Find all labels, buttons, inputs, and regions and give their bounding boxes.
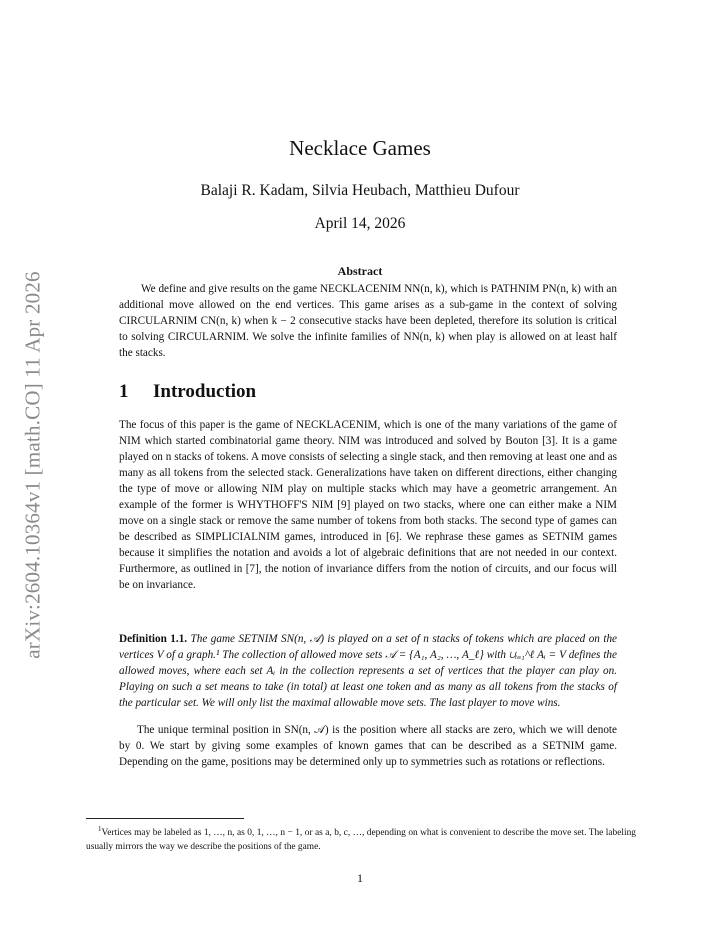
definition-block — [119, 631, 617, 711]
abstract-heading: Abstract — [337, 264, 383, 278]
paper-date: April 14, 2026 — [314, 215, 406, 232]
page-number: 1 — [357, 871, 363, 885]
footnote-rule — [86, 818, 244, 819]
footnote — [86, 822, 636, 854]
footnote-marker: 1 — [98, 825, 102, 833]
definition-text: The game SETNIM SN(n, 𝒜) is played on a set of n stacks of tokens which are placed on the vertices V of a graph.¹ The collection of allowed move sets 𝒜 = {A₁, A₂, …, A_ℓ} with ∪ᵢ₌₁^ℓ Aᵢ = V defines the allowed moves, where each set Aᵢ in the collection represents a set of vertices that the player can play on. Playing on such a set means to take (in total) at least one token and as many as all tokens from the stacks of the particular set. We will only list the maximal allowable move sets. The last player to move wins. — [119, 633, 618, 709]
intro-paragraph: The focus of this paper is the game of NECKLACENIM, which is one of the many variations of the game of NIM which started combinatorial game theory. NIM was introduced and solved by Bouton [3]. It is a game played on n stacks of tokens. A move consists of selecting a single stack, and then removing at least one and as many as all tokens from the selected stack. Generalizations have taken on different directions, either changing the type of move or allowing NIM play on multiple stacks which may have a geometric arrangement. An example of the former is WHYTHOFF'S NIM [9] played on two stacks, where one can either make a NIM move on a single stack or remove the same number of tokens from both stacks. The second type of games can be described as SIMPLICIALNIM games, introduced in [6]. We rephrase these games as SETNIM games because it simplifies the notation and avoids a lot of algebraic definitions that are not needed in our context. Furthermore, as outlined in [7], the notion of invariance differs from the notion of circuits, and our focus will be on invariance. — [119, 419, 617, 591]
body-paragraph-2: The unique terminal position in SN(n, 𝒜) is the position where all stacks are zero, which we will denote by 0. We start by giving some examples of known games that can be described as a SETNIM game. Depending on the game, positions may be determined only up to symmetries such as rotations or reflections. — [119, 724, 617, 768]
section-number: 1 — [119, 381, 129, 402]
section-title: Introduction — [153, 381, 257, 402]
paper-authors: Balaji R. Kadam, Silvia Heubach, Matthieu Dufour — [200, 182, 520, 199]
section-heading — [119, 381, 256, 403]
footnote-text: Vertices may be labeled as 1, …, n, as 0, 1, …, n − 1, or as a, b, c, …, depending on what is convenient to describe the move set. The labeling usually mirrors the way we describe the positions of the game. — [86, 828, 636, 853]
arxiv-identifier-stamp[interactable]: arXiv:2604.10364v1 [math.CO] 11 Apr 2026 — [20, 271, 45, 659]
paper-title: Necklace Games — [289, 136, 431, 160]
definition-label: Definition 1.1. — [119, 633, 188, 645]
abstract-body: We define and give results on the game NECKLACENIM NN(n, k), which is PATHNIM PN(n, k) with an additional move allowed on the end vertices. This game arises as a sub-game in the context of solving CIRCULARNIM CN(n, k) when k − 2 consecutive stacks have been depleted, therefore its solution is critical to solving CIRCULARNIM. We solve the infinite families of NN(n, k) when play is allowed on at least half the stacks. — [119, 283, 617, 359]
